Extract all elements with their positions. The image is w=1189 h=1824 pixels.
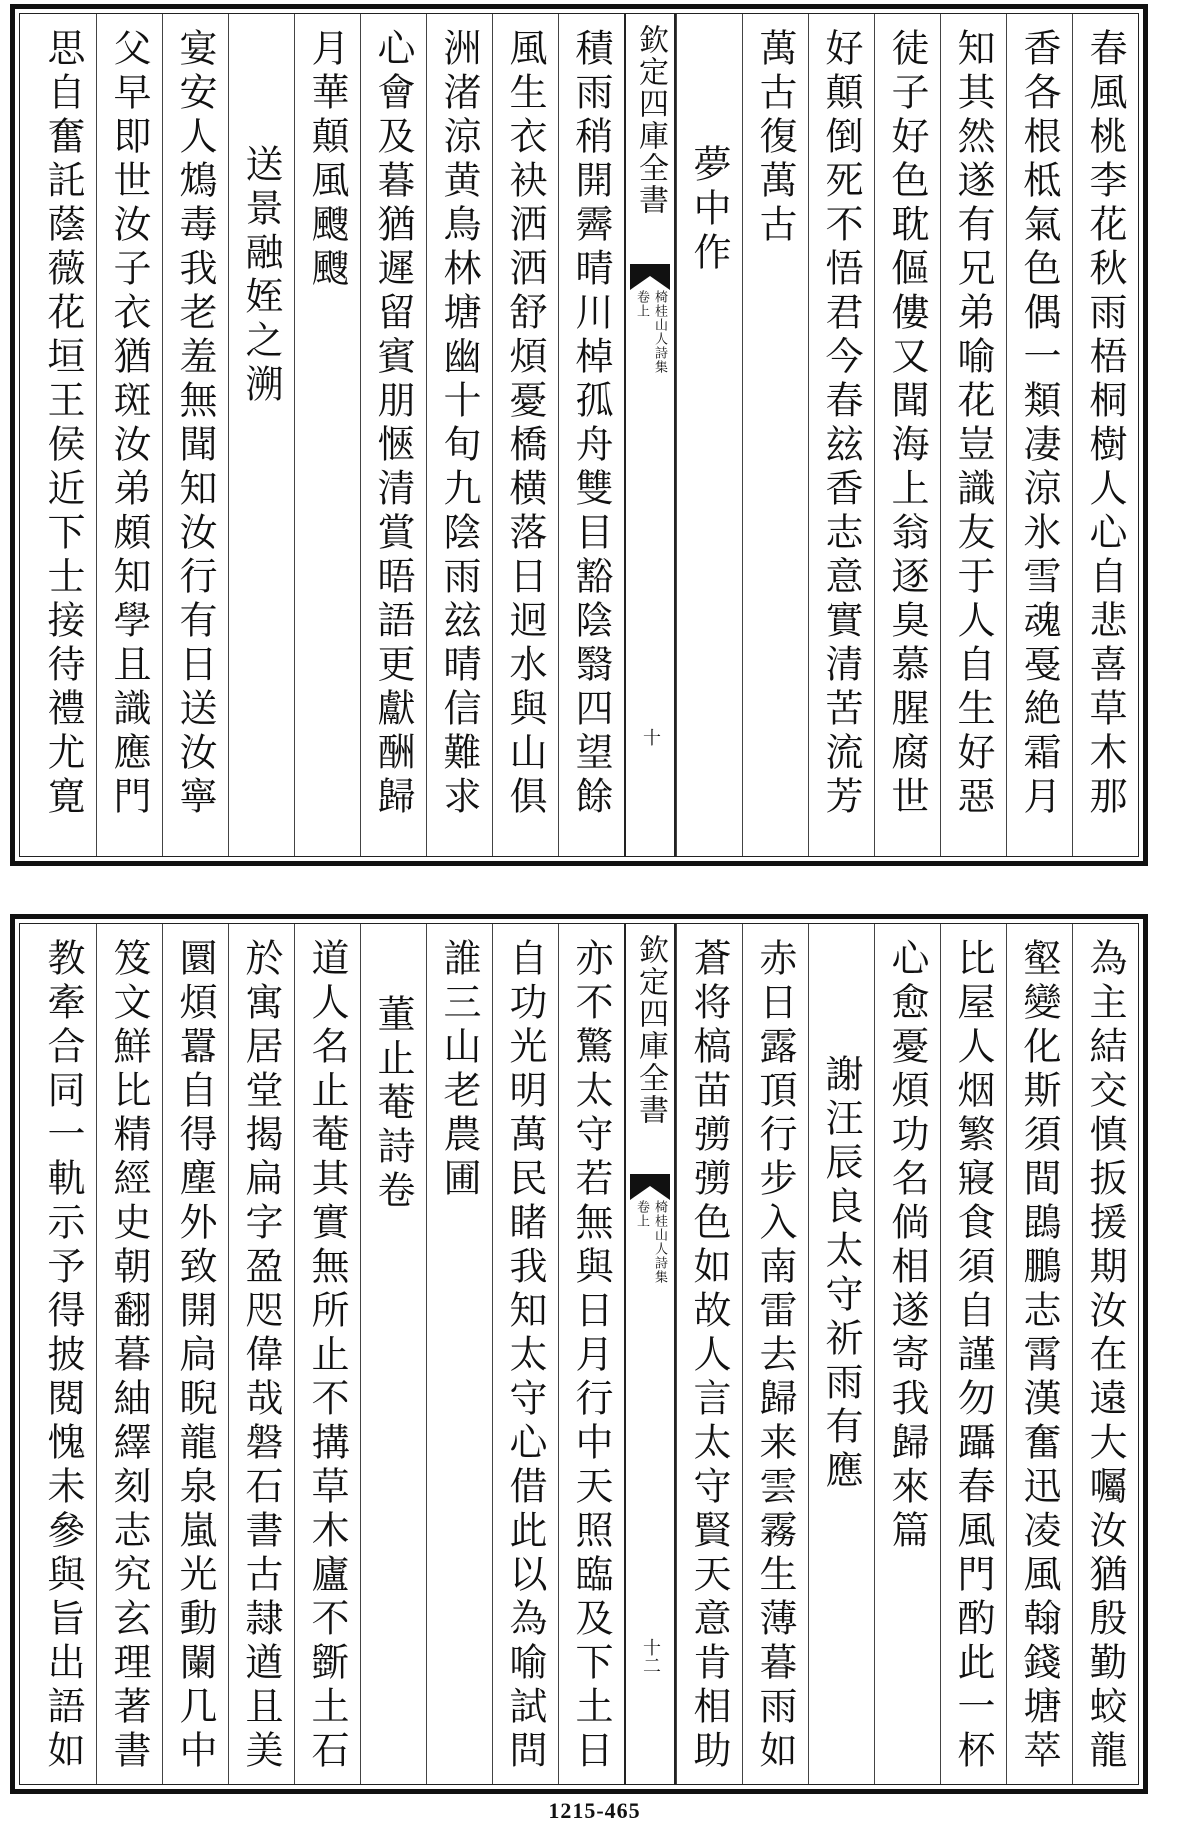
book-title-band bbox=[624, 924, 676, 1784]
fish-tail-mark-icon bbox=[630, 264, 670, 290]
bottom-page bbox=[10, 914, 1148, 1794]
text-column: 自功光明萬民睹我知太守心借此以為喻試問 bbox=[492, 924, 558, 1784]
text-column: 積雨稍開霽晴川棹孤舟雙目豁陰翳四望餘 bbox=[558, 14, 624, 856]
text-column: 宴安人鴆毒我老羞無聞知汝行有日送汝寧 bbox=[162, 14, 228, 856]
text-column: 萬古復萬古 bbox=[742, 14, 808, 856]
text-column: 教牽合同一軌示予得披閱愧未參與旨出語如 bbox=[41, 938, 85, 1774]
text-column: 洲渚涼黄鳥林塘幽十旬九陰雨玆晴信難求 bbox=[426, 14, 492, 856]
text-column: 夢中作 bbox=[676, 14, 742, 856]
collection-title: 椅桂山人詩集 bbox=[652, 1200, 667, 1284]
text-column: 道人名止菴其實無所止不搆草木廬不斵土石 bbox=[294, 924, 360, 1784]
fish-tail-mark-icon bbox=[630, 1174, 670, 1200]
text-column: 赤日露頂行步入南雷去歸来雲霧生薄暮雨如 bbox=[742, 924, 808, 1784]
text-column: 月華顛風颼颼 bbox=[294, 14, 360, 856]
text-column: 於寓居堂揭扁字盈咫偉哉磐石書古隷遒且美 bbox=[228, 924, 294, 1784]
volume-label: 卷上 bbox=[634, 1200, 649, 1228]
book-title: 欽定四庫全書 bbox=[633, 934, 668, 1126]
text-column: 風生衣袂洒洒舒煩憂橋横落日迥水與山俱 bbox=[492, 14, 558, 856]
text-column: 誰三山老農圃 bbox=[426, 924, 492, 1784]
text-column: 壑變化斯須間鵾鵬志霄漢奮迅凌風翰錢塘萃 bbox=[1006, 924, 1072, 1784]
text-column: 董止菴詩卷 bbox=[360, 924, 426, 1784]
text-column: 心會及暮猶遲留賓朋愜清賞晤語更獻酬歸 bbox=[360, 14, 426, 856]
text-column: 為主結交慎扳援期汝在遠大囑汝猶殷勤蛟龍 bbox=[1072, 924, 1138, 1784]
book-title-band bbox=[624, 14, 676, 856]
page-number: 1215-465 bbox=[548, 1798, 641, 1823]
top-page-columns bbox=[19, 13, 1139, 857]
text-column: 知其然遂有兄弟喻花豈識友于人自生好惡 bbox=[940, 14, 1006, 856]
leaf-number: 十二 bbox=[640, 1638, 661, 1674]
text-column: 思自奮託蔭薇花垣王侯近下士接待禮尤寛 bbox=[41, 28, 85, 820]
text-column: 香各根柢氣色偶一類凄涼氷雪魂戞絶霜月 bbox=[1006, 14, 1072, 856]
book-title: 欽定四庫全書 bbox=[633, 24, 668, 216]
text-column: 亦不驚太守若無與日月行中天照臨及下土日 bbox=[558, 924, 624, 1784]
volume-label: 卷上 bbox=[634, 290, 649, 318]
collection-title: 椅桂山人詩集 bbox=[652, 290, 667, 374]
leaf-number: 十 bbox=[640, 728, 661, 746]
top-page bbox=[10, 4, 1148, 866]
text-column: 心愈憂煩功名倘相遂寄我歸來篇 bbox=[874, 924, 940, 1784]
text-column: 父早即世汝子衣猶斑汝弟頗知學且識應門 bbox=[96, 14, 162, 856]
text-column: 笈文鮮比精經史朝翻暮紬繹刻志究玄理著書 bbox=[96, 924, 162, 1784]
volume-caption bbox=[633, 1200, 667, 1284]
text-column: 比屋人烟繁寢食須自謹勿躡春風門酌此一杯 bbox=[940, 924, 1006, 1784]
text-column: 好顛倒死不悟君今春玆香志意實清苦流芳 bbox=[808, 14, 874, 856]
text-column: 謝汪辰良太守祈雨有應 bbox=[808, 924, 874, 1784]
text-column: 徒子好色耽傴僂又聞海上翁逐臭慕腥腐世 bbox=[874, 14, 940, 856]
text-column: 送景融姪之溯 bbox=[228, 14, 294, 856]
bottom-page-columns bbox=[19, 923, 1139, 1785]
volume-caption bbox=[633, 290, 667, 374]
text-column: 春風桃李花秋雨梧桐樹人心自悲喜草木那 bbox=[1072, 14, 1138, 856]
text-column: 蒼将槁苗彅彅色如故人言太守賢天意肯相助 bbox=[676, 924, 742, 1784]
text-column: 圜煩囂自得塵外致開扃睨龍泉嵐光動闌几中 bbox=[162, 924, 228, 1784]
